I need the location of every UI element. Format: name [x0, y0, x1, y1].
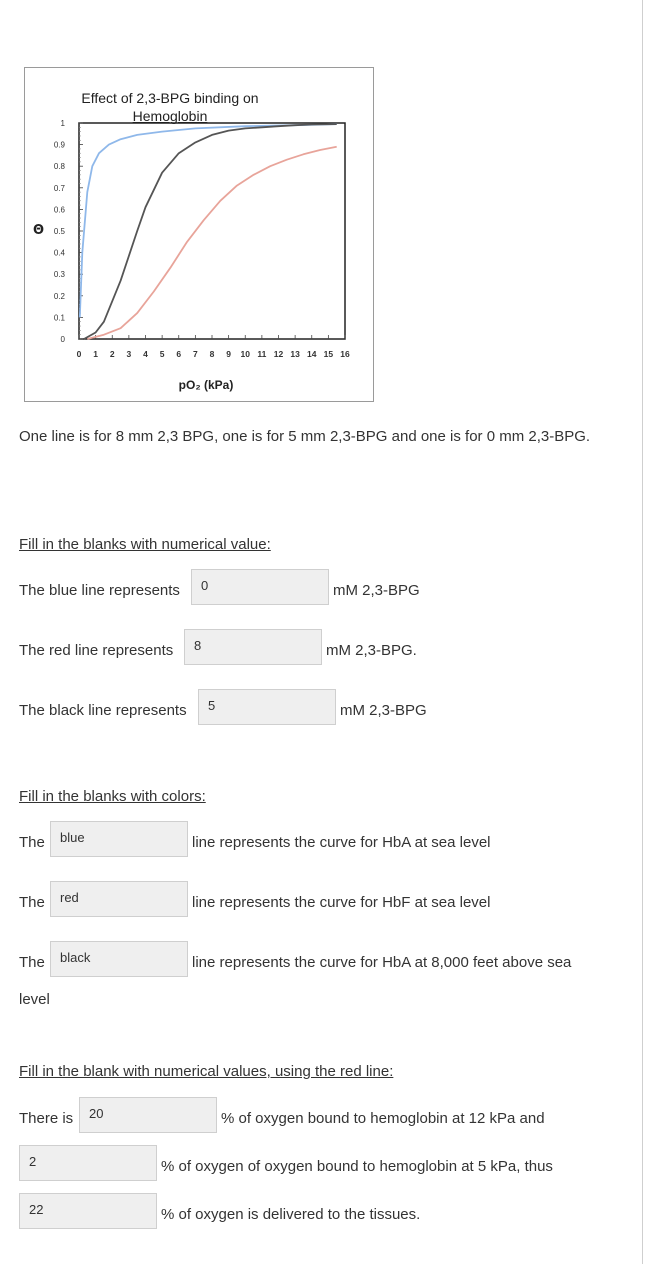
y-tick-label: 0.9 [53, 140, 65, 150]
y-tick-label: 0.5 [53, 227, 65, 236]
y-tick-label: 0 [60, 335, 65, 344]
x-tick-label: 9 [226, 349, 231, 359]
x-axis-label: pO₂ (kPa) [178, 378, 234, 392]
hbf-color-input[interactable]: red [50, 881, 188, 917]
oxygen-binding-chart [25, 68, 375, 403]
y-tick-label: 0.8 [53, 162, 65, 172]
black-row-suffix: mM 2,3-BPG [340, 702, 427, 719]
y-axis-label: Θ [33, 223, 45, 238]
hba-row-suffix: line represents the curve for HbA at sea level [192, 834, 491, 851]
hba-sea-level-color-input[interactable]: blue [50, 821, 188, 857]
x-tick-label: 10 [240, 349, 250, 359]
hba-altitude-row-continuation: level [19, 991, 50, 1008]
y-tick-label: 0.4 [53, 248, 65, 258]
y-tick-label: 0.2 [53, 291, 65, 301]
intro-text: One line is for 8 mm 2,3 BPG, one is for 5 mm 2,3-BPG and one is for 0 mm 2,3-BPG. [19, 428, 591, 445]
percent-delivered-input[interactable]: 22 [19, 1193, 157, 1229]
hba-altitude-row-prefix: The [19, 954, 45, 971]
hbf-row-suffix: line represents the curve for HbF at sea level [192, 894, 491, 911]
x-tick-label: 13 [290, 349, 300, 359]
x-tick-label: 8 [209, 349, 215, 359]
x-tick-label: 16 [340, 349, 350, 359]
series-line-red [87, 147, 336, 339]
section1-heading: Fill in the blanks with numerical value: [19, 536, 271, 553]
black-row-prefix: The black line represents [19, 702, 187, 719]
x-tick-label: 1 [93, 349, 98, 359]
percent-delivered-suffix: % of oxygen is delivered to the tissues. [161, 1206, 421, 1223]
x-tick-label: 11 [257, 349, 267, 359]
x-tick-label: 4 [143, 349, 148, 359]
percent-5kpa-suffix: % of oxygen of oxygen bound to hemoglobin at 5 kPa, thus [161, 1158, 553, 1175]
x-tick-label: 0 [76, 349, 82, 359]
x-tick-label: 14 [307, 349, 317, 359]
x-tick-label: 7 [193, 349, 198, 359]
y-tick-label: 0.6 [53, 205, 65, 215]
y-tick-label: 0.1 [53, 313, 65, 323]
percent-5kpa-input[interactable]: 2 [19, 1145, 157, 1181]
percent-12kpa-suffix: % of oxygen bound to hemoglobin at 12 kPa and [221, 1110, 545, 1127]
x-tick-label: 12 [273, 349, 284, 359]
section3-heading: Fill in the blank with numerical values, using the red line: [19, 1063, 394, 1080]
blue-row-prefix: The blue line represents [19, 582, 180, 599]
red-row-suffix: mM 2,3-BPG. [326, 642, 417, 659]
percent-12kpa-input[interactable]: 20 [79, 1097, 217, 1133]
y-tick-label: 0.3 [53, 270, 65, 280]
red-value-input[interactable]: 8 [184, 629, 322, 665]
hbf-row-prefix: The [19, 894, 45, 911]
x-tick-label: 2 [109, 349, 115, 359]
hba-altitude-row-suffix: line represents the curve for HbA at 8,000 feet above sea [192, 954, 572, 971]
blue-row-suffix: mM 2,3-BPG [333, 582, 420, 599]
x-tick-label: 15 [323, 349, 334, 359]
percent-12kpa-prefix: There is [19, 1110, 74, 1127]
section2-heading: Fill in the blanks with colors: [19, 788, 206, 805]
blue-value-input[interactable]: 0 [191, 569, 329, 605]
x-tick-label: 5 [159, 349, 165, 359]
x-tick-label: 3 [126, 349, 132, 359]
x-tick-label: 6 [176, 349, 182, 359]
oxygen-binding-figure [24, 67, 374, 402]
hba-row-prefix: The [19, 834, 45, 851]
page-divider [642, 0, 643, 1264]
red-row-prefix: The red line represents [19, 642, 174, 659]
chart-title-line1: Effect of 2,3-BPG binding on [81, 90, 259, 106]
black-value-input[interactable]: 5 [198, 689, 336, 725]
y-tick-label: 0.7 [53, 183, 65, 193]
chart-title-line2: Hemoglobin [132, 108, 208, 124]
hba-altitude-color-input[interactable]: black [50, 941, 188, 977]
plot-frame [79, 123, 345, 339]
y-tick-label: 1 [60, 119, 65, 128]
